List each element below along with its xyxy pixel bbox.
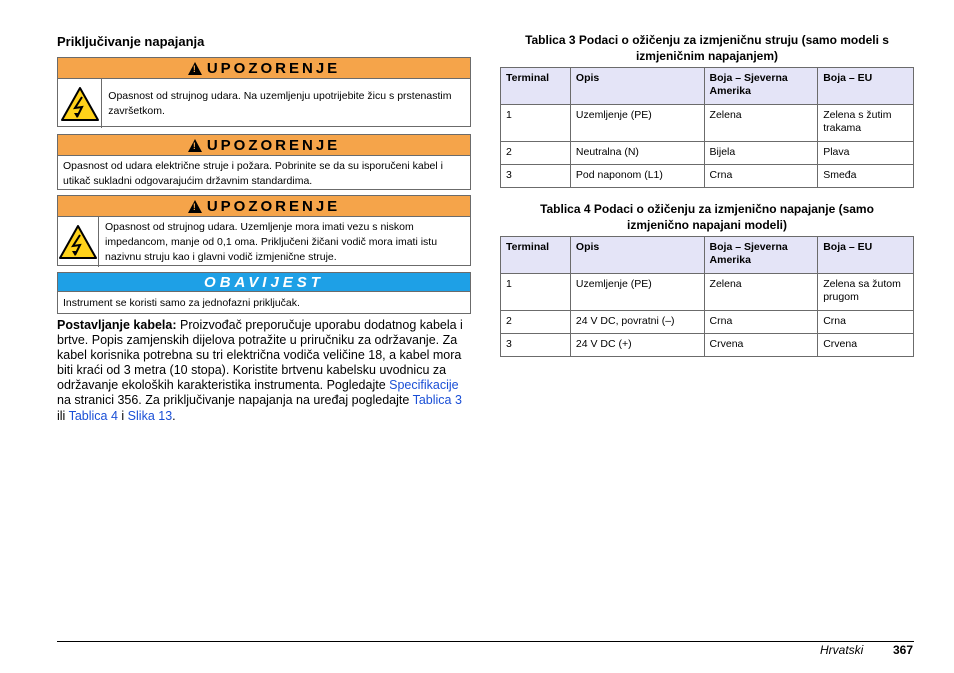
cell-boja-eu: Crvena bbox=[818, 334, 914, 357]
notice-text: Instrument se koristi samo za jednofazni priključak. bbox=[63, 297, 300, 309]
cell-opis: Pod naponom (L1) bbox=[570, 165, 704, 188]
link-tablica-3[interactable]: Tablica 3 bbox=[412, 393, 462, 408]
paragraph-text: ili bbox=[57, 408, 69, 423]
table3-caption-line1: Tablica 3 Podaci o ožičenju za izmjeničnu struju (samo modeli s bbox=[525, 33, 889, 47]
table-row bbox=[501, 334, 914, 357]
warning-triangle-icon bbox=[188, 62, 202, 75]
link-slika-13[interactable]: Slika 13 bbox=[127, 408, 173, 423]
warning-box-3 bbox=[57, 195, 471, 266]
cell-opis: Uzemljenje (PE) bbox=[570, 274, 704, 311]
footer-page-number: 367 bbox=[893, 643, 914, 657]
cell-boja-eu: Smeđa bbox=[818, 165, 914, 188]
warning-box-1 bbox=[57, 57, 471, 127]
header-boja-na: Boja – Sjeverna Amerika bbox=[704, 68, 818, 105]
table-row bbox=[501, 274, 914, 311]
cell-boja-eu: Zelena s žutim trakama bbox=[818, 105, 914, 142]
cell-boja-na: Zelena bbox=[704, 274, 818, 311]
header-opis: Opis bbox=[570, 68, 704, 105]
cell-opis: Neutralna (N) bbox=[570, 142, 704, 165]
cell-boja-na: Crna bbox=[704, 165, 818, 188]
warning-label: UPOZORENJE bbox=[206, 136, 341, 154]
warning-text: Opasnost od strujnog udara. Uzemljenje mora imati vezu s niskom impedancom, manje od 0,1 oma. Priključeni žičani vodič mora imati istu nazivnu struju kao i glavni vodič izmjenične struje. bbox=[105, 220, 438, 263]
table-header-row bbox=[501, 237, 914, 274]
warning-triangle-icon bbox=[188, 200, 202, 213]
table4-caption bbox=[500, 202, 914, 233]
paragraph-text: i bbox=[117, 408, 128, 423]
cell-terminal: 2 bbox=[501, 311, 571, 334]
warning-header bbox=[58, 135, 470, 156]
cell-boja-na: Zelena bbox=[704, 105, 818, 142]
cell-terminal: 1 bbox=[501, 105, 571, 142]
warning-header bbox=[58, 196, 470, 217]
header-boja-eu: Boja – EU bbox=[818, 237, 914, 274]
header-boja-na: Boja – Sjeverna Amerika bbox=[704, 237, 818, 274]
paragraph-text: . bbox=[172, 408, 176, 423]
electrical-hazard-icon bbox=[58, 217, 99, 267]
cell-boja-na: Crna bbox=[704, 311, 818, 334]
warning-text: Opasnost od udara električne struje i požara. Pobrinite se da su isporučeni kabel i utikač sukladni odgovarajućim državnim standardima. bbox=[63, 160, 443, 187]
notice-header: OBAVIJEST bbox=[58, 273, 470, 292]
link-tablica-4[interactable]: Tablica 4 bbox=[68, 408, 118, 423]
header-opis: Opis bbox=[570, 237, 704, 274]
warning-label: UPOZORENJE bbox=[206, 197, 341, 215]
cell-opis: 24 V DC (+) bbox=[570, 334, 704, 357]
warning-triangle-icon bbox=[188, 139, 202, 152]
table-row bbox=[501, 142, 914, 165]
warning-box-2 bbox=[57, 134, 471, 190]
footer-divider bbox=[57, 641, 914, 642]
header-terminal: Terminal bbox=[501, 237, 571, 274]
table4 bbox=[500, 236, 914, 357]
table3-caption bbox=[500, 33, 914, 64]
warning-header bbox=[58, 58, 470, 79]
link-specifikacije[interactable]: Specifikacije bbox=[389, 378, 459, 393]
warning-text: Opasnost od strujnog udara. Na uzemljenju upotrijebite žicu s prstenastim završetkom. bbox=[108, 89, 452, 117]
table-row bbox=[501, 105, 914, 142]
warning-label: UPOZORENJE bbox=[206, 59, 341, 77]
table4-caption-line2: izmjenično napajani modeli) bbox=[626, 217, 788, 232]
cell-boja-na: Bijela bbox=[704, 142, 818, 165]
header-boja-eu: Boja – EU bbox=[818, 68, 914, 105]
table3 bbox=[500, 67, 914, 188]
cell-terminal: 1 bbox=[501, 274, 571, 311]
table-header-row bbox=[501, 68, 914, 105]
paragraph-text: Proizvođač preporučuje uporabu dodatnog kabela i brtve. Popis zamjenskih dijelova potražite u priručniku za održavanje. Za kabel korisnika potrebna su tri električna vodiča veličine 18, a kabel mora biti kraći od 3 metra (10 stopa). Koristite brtvenu kabelsku uvodnicu za održavanje ekoloških karakteristika instrumenta. Pogledajte bbox=[57, 318, 463, 393]
cell-terminal: 3 bbox=[501, 334, 571, 357]
footer-language: Hrvatski bbox=[820, 643, 864, 657]
electrical-hazard-icon bbox=[58, 79, 102, 128]
cell-opis: 24 V DC, povratni (–) bbox=[570, 311, 704, 334]
table-row bbox=[501, 311, 914, 334]
table4-caption-line1: Tablica 4 Podaci o ožičenju za izmjenično napajanje (samo bbox=[540, 202, 874, 216]
section-title: Priključivanje napajanja bbox=[57, 34, 205, 49]
paragraph-lead: Postavljanje kabela: bbox=[57, 318, 177, 332]
cell-boja-eu: Crna bbox=[818, 311, 914, 334]
cell-boja-eu: Plava bbox=[818, 142, 914, 165]
paragraph-text: na stranici 356. Za priključivanje napajanja na uređaj pogledajte bbox=[57, 393, 413, 408]
cell-opis: Uzemljenje (PE) bbox=[570, 105, 704, 142]
cable-installation-paragraph bbox=[57, 318, 471, 424]
header-terminal: Terminal bbox=[501, 68, 571, 105]
cell-boja-na: Crvena bbox=[704, 334, 818, 357]
cell-boja-eu: Zelena sa žutom prugom bbox=[818, 274, 914, 311]
cell-terminal: 3 bbox=[501, 165, 571, 188]
cell-terminal: 2 bbox=[501, 142, 571, 165]
table-row bbox=[501, 165, 914, 188]
table3-caption-line2: izmjeničnim napajanjem) bbox=[635, 48, 779, 63]
notice-box bbox=[57, 272, 471, 314]
